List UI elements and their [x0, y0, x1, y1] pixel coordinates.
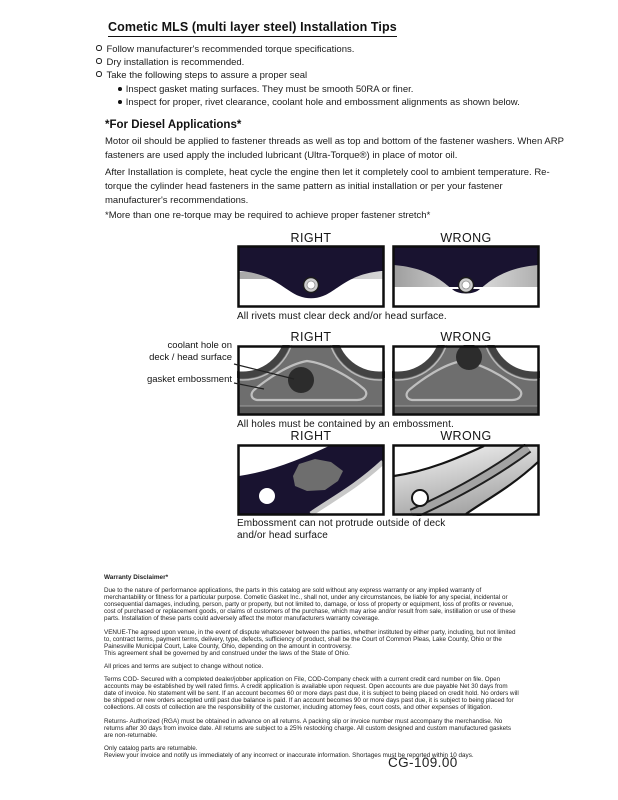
- legal-paragraph: VENUE-The agreed upon venue, in the event of dispute whatsoever between the parties, whether instituted by either party, including, but not limited to, contract terms, payment terms, delivery, type, defects, sufficiency of product, shall be the Court of Common Pleas, Lake County, Ohio or the Painesville Municipal Court, Lake County, Ohio, depending on the amount in controversy.: [104, 628, 516, 650]
- fig1-right-label: RIGHT: [290, 231, 332, 245]
- legal-heading: Warranty Disclaimer*: [104, 574, 169, 581]
- legal-paragraph: This agreement shall be governed by and construed under the laws of the State of Ohio.: [104, 649, 350, 657]
- list-item: [96, 96, 536, 109]
- callout-coolant-hole-line2: deck / head surface: [149, 352, 232, 363]
- diesel-heading: *For Diesel Applications*: [105, 119, 242, 131]
- fig1-wrong-label: WRONG: [440, 231, 492, 245]
- document-code: CG-109.00: [388, 755, 458, 770]
- diesel-paragraph-3: *More than one re-torque may be required to achieve proper fastener stretch*: [105, 210, 431, 221]
- fig3-wrong-diagram: [392, 444, 540, 516]
- bullet-text: Take the following steps to assure a proper seal: [106, 70, 308, 82]
- diesel-paragraph-2: After Installation is complete, heat cycle the engine then let it completely cool to ambient temperature. Re-torque the cylinder head fasteners in the same pattern as initial installation or per your fastener manufacturer's recommendations.: [105, 167, 550, 206]
- legal-paragraph: Terms COD- Secured with a completed dealer/jobber application on File, COD-Company check with a current credit card number on file. Open accounts may be established by well rated firms. A credit application is available upon request. Open accounts are due payable Net 30 days from date of invoice. No statement will be sent. If an account becomes 60 or more days past due, it is subject to being placed on credit hold. No orders will be shipped or new orders accepted until past due balance is paid. If an account becomes 90 or more days past due, it is subject to being placed for collections. All costs of collection are the responsibility of the customer, including attorney fees, court costs, and other expenses of litigation.: [104, 676, 519, 712]
- fig3-caption-line2: and/or head surface: [237, 530, 328, 541]
- legal-disclaimer: [104, 574, 521, 759]
- fig2-right-diagram: [237, 345, 385, 416]
- list-item: [96, 56, 536, 69]
- fig2-wrong-label: WRONG: [440, 330, 492, 344]
- callout-gasket-embossment: gasket embossment: [146, 374, 232, 385]
- legal-paragraph: Returns- Authorized (RGA) must be obtained in advance on all returns. A packing slip or invoice number must accompany the merchandise. No returns after 30 days from invoice date. All returns are subject to a 25% restocking charge. All custom designed and custom manufactured gaskets are non-returnable.: [104, 717, 512, 739]
- tips-list: [96, 43, 536, 109]
- fig3-caption-line1: Embossment can not protrude outside of deck: [237, 518, 446, 529]
- diesel-paragraph-1: Motor oil should be applied to fastener threads as well as top and bottom of the fastener washers. When ARP fasteners are used apply the included lubricant (Ultra-Torque®) in place of motor oil.: [105, 136, 564, 161]
- fig3-right-diagram: [237, 444, 385, 516]
- fig2-right-label: RIGHT: [290, 330, 332, 344]
- bullet-text: Follow manufacturer's recommended torque specifications.: [106, 44, 355, 55]
- bullet-text: Inspect gasket mating surfaces. They must be smooth 50RA or finer.: [125, 83, 414, 95]
- bullet-text: Inspect for proper, rivet clearance, coolant hole and embossment alignments as shown below.: [125, 96, 520, 108]
- fig2-caption: All holes must be contained by an embossment.: [237, 419, 454, 430]
- fig1-caption: All rivets must clear deck and/or head surface.: [237, 311, 447, 322]
- list-item: [96, 83, 536, 96]
- legal-paragraph: All prices and terms are subject to change without notice.: [104, 662, 264, 670]
- fig3-wrong-label: WRONG: [440, 429, 492, 443]
- fig1-right-diagram: [237, 245, 385, 308]
- bullet-text: Dry installation is recommended.: [106, 57, 245, 69]
- fig2-wrong-diagram: [392, 345, 540, 416]
- callout-coolant-hole-line1: coolant hole on: [167, 340, 232, 351]
- legal-paragraph: Due to the nature of performance applications, the parts in this catalog are sold without any express warranty or any implied warranty of merchantability or fitness for a particular purpose. Cometic Gasket Inc., shall not, under any circumstances, be liable for any special, incidental or consequential damages, including, person, party or property, but not limited to, damage, or loss of property or equipment, loss of profits or revenue, cost of purchased or replacement goods, or claims of customers of the purchase, which may arise and/or result from sale, instillation or use of these parts. Installation of these parts could adversely affect the motor manufacturers warranty coverage.: [104, 587, 516, 623]
- list-item: [96, 43, 536, 56]
- fig3-right-label: RIGHT: [290, 429, 332, 443]
- list-item: [96, 69, 536, 82]
- fig1-wrong-diagram: [392, 245, 540, 308]
- legal-paragraph: Review your invoice and notify us immediately of any incorrect or inaccurate information. Shortages must be reported within 10 days.: [104, 751, 474, 759]
- legal-paragraph: Only catalog parts are returnable.: [104, 744, 198, 752]
- page-title: Cometic MLS (multi layer steel) Installation Tips: [108, 20, 397, 37]
